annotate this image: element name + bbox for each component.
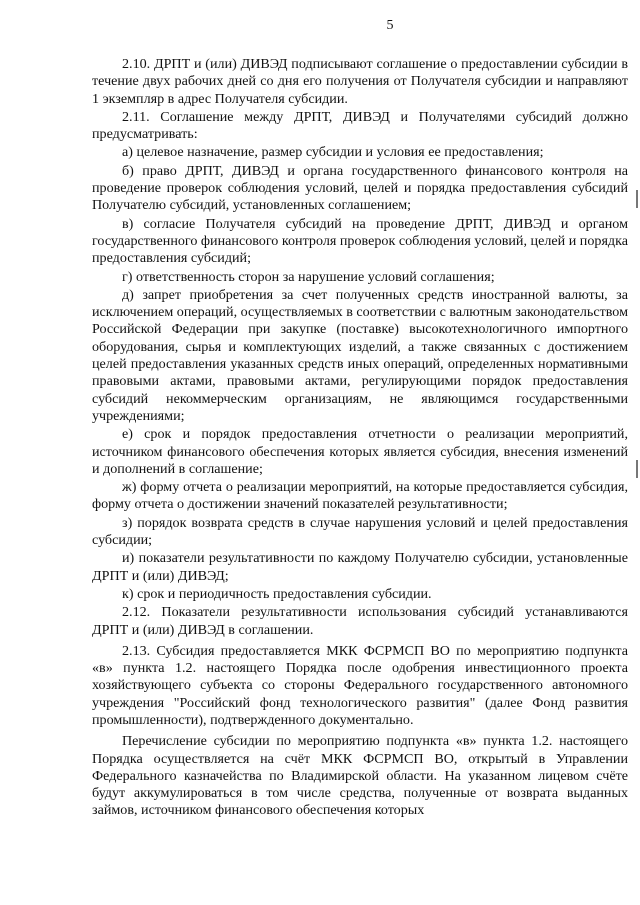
paragraph-2-13: 2.13. Субсидия предоставляется МКК ФСРМСП ВО по мероприятию подпункта «в» пункта 1.2. настоящего Порядка после одобрения инвестиционного проекта хозяйствующего субъекта со стороны Федерального государственного автономного учреждения "Российский фонд технологического развития" (далее Фонд развития промышленности), подтвержденного документально. [92,642,628,728]
paragraph-2-12: 2.12. Показатели результативности использования субсидий устанавливаются ДРПТ и (или) ДИВЭД в соглашении. [92,604,628,638]
paragraph-2-11: 2.11. Соглашение между ДРПТ, ДИВЭД и Получателями субсидий должно предусматривать: [92,108,628,143]
list-item-i: и) показатели результативности по каждому Получателю субсидии, установленные ДРПТ и (или) ДИВЭД; [92,550,628,584]
list-item-z: з) порядок возврата средств в случае нарушения условий и целей предоставления субсидии; [92,514,628,549]
list-item-b: б) право ДРПТ, ДИВЭД и органа государственного финансового контроля на проведение проверок соблюдения условий, целей и порядка предоставления субсидий Получателю субсидий, установленных соглашением; [92,162,628,214]
list-item-e: е) срок и порядок предоставления отчетности о реализации мероприятий, источником финансового обеспечения которых является субсидия, внесения изменений и дополнений в соглашение; [92,426,628,477]
list-item-k: к) срок и периодичность предоставления субсидии. [122,585,432,602]
scan-edge-mark [636,190,638,208]
list-item-zh: ж) форму отчета о реализации мероприятий, на которые предоставляется субсидия, форму отчета о достижении значений показателей результативности; [92,479,628,513]
page-number: 5 [386,18,394,33]
list-item-a: а) целевое назначение, размер субсидии и условия ее предоставления; [122,144,544,161]
list-item-g: г) ответственность сторон за нарушение условий соглашения; [122,268,495,285]
paragraph-transfer: Перечисление субсидии по мероприятию подпункта «в» пункта 1.2. настоящего Порядка осуществляется на счёт МКК ФСРМСП ВО, открытый в Управлении Федерального казначейства по Владимирской области. На указанном лицевом счёте будут аккумулироваться в том числе средства, полученные от возврата выданных займов, источником финансового обеспечения которых [92,733,628,819]
scan-edge-mark [636,460,638,478]
list-item-v: в) согласие Получателя субсидий на проведение ДРПТ, ДИВЭД и органом государственного финансового контроля проверок соблюдения условий, целей и порядка предоставления субсидий; [92,215,628,267]
list-item-d: д) запрет приобретения за счет полученных средств иностранной валюты, за исключением операций, осуществляемых в соответствии с валютным законодательством Российской Федерации при закупке (поставке) высокотехнологичного импортного оборудования, сырья и комплектующих изделий, а также связанных с достижением целей предоставления указанных средств иных операций, определенных нормативными правовыми актами, правовыми актами, регулирующими порядок предоставления субсидий некоммерческим организациям, не являющимся государственными учреждениями; [92,286,628,424]
paragraph-2-10: 2.10. ДРПТ и (или) ДИВЭД подписывают соглашение о предоставлении субсидии в течение двух рабочих дней со дня его получения от Получателя субсидии и направляют 1 экземпляр в адрес Получателя субсидии. [92,56,628,107]
